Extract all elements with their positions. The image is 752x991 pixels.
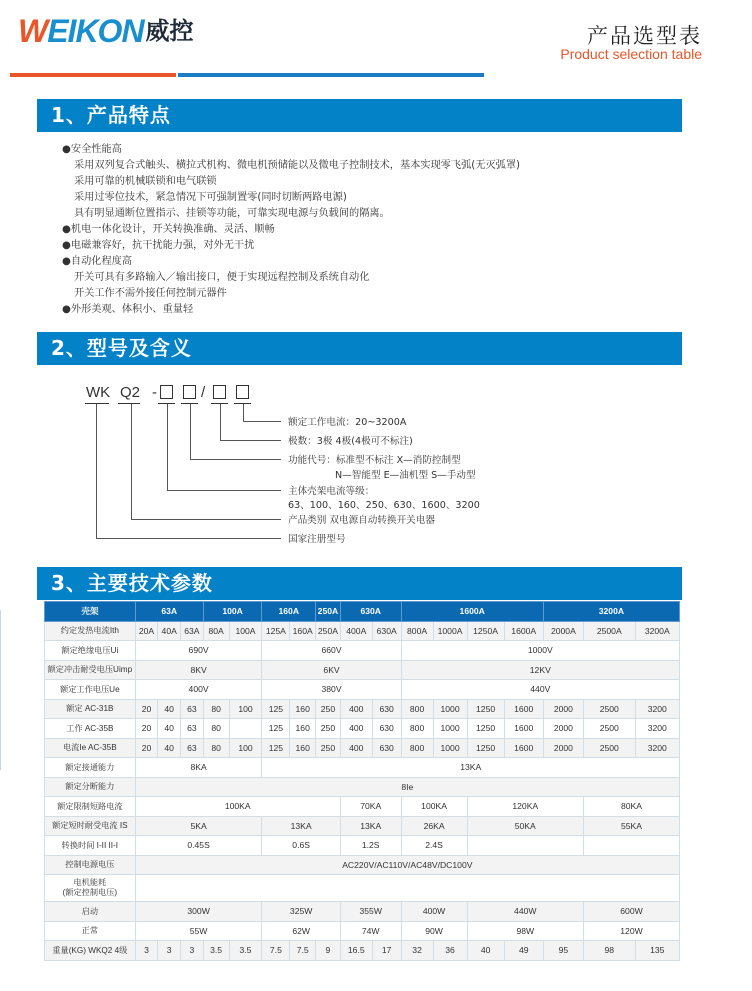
table-row — [45, 660, 680, 680]
table-cell: 3200 — [635, 699, 679, 719]
table-cell: 90W — [401, 921, 467, 941]
spec-table — [44, 601, 680, 961]
leader-line — [167, 490, 281, 491]
table-row — [45, 738, 680, 758]
weikon-logo — [18, 13, 194, 49]
table-cell: 100 — [229, 738, 262, 758]
row-label-line: (额定控制电压) — [62, 888, 118, 897]
table-cell: 3 — [181, 941, 204, 961]
table-cell: 250 — [316, 699, 341, 719]
leader-line — [243, 421, 281, 422]
table-cell: 3.5 — [229, 941, 262, 961]
row-label: 额定限制短路电流 — [45, 797, 136, 817]
table-cell: 40 — [467, 941, 504, 961]
table-cell: 3 — [135, 941, 158, 961]
table-row — [45, 921, 680, 941]
table-cell: 8KV — [135, 660, 262, 680]
table-cell — [467, 836, 583, 856]
table-cell: 5KA — [135, 816, 262, 836]
table-cell: 13KA — [262, 758, 680, 778]
table-cell: 20A — [135, 621, 158, 641]
table-cell: 8KA — [135, 758, 262, 778]
desc-frame-values: 63、100、160、250、630、1600、3200 — [288, 500, 480, 511]
table-cell: 40 — [158, 719, 181, 739]
table-cell: 125 — [262, 738, 290, 758]
table-cell: 80KA — [584, 797, 680, 817]
table-cell: 400 — [340, 738, 372, 758]
table-cell: 40 — [158, 738, 181, 758]
table-cell: 400 — [340, 719, 372, 739]
leader-line — [220, 404, 221, 440]
table-cell: 355W — [340, 902, 401, 922]
model-box-poles — [213, 385, 226, 399]
desc-frame: 主体壳架电流等级： — [288, 486, 375, 497]
leader-line — [243, 404, 244, 421]
leader-line — [190, 459, 281, 460]
table-cell: 20 — [135, 738, 158, 758]
table-cell: 0.6S — [262, 836, 340, 856]
table-header-row — [45, 602, 680, 622]
table-row — [45, 836, 680, 856]
row-label: 工作 AC-35B — [45, 719, 136, 739]
header-cell: 63A — [135, 602, 203, 622]
table-cell: 6KV — [262, 660, 401, 680]
logo-chinese: 威控 — [145, 17, 194, 45]
logo-wordmark: WEIKON — [18, 13, 144, 49]
table-row — [45, 758, 680, 778]
table-cell: 63 — [181, 738, 204, 758]
table-cell: 1250 — [467, 699, 504, 719]
table-cell: 125 — [262, 719, 290, 739]
header-cell: 100A — [203, 602, 262, 622]
table-cell: 80A — [203, 621, 229, 641]
table-cell: 120W — [584, 921, 680, 941]
table-cell: 100KA — [135, 797, 340, 817]
table-cell: 2000A — [543, 621, 583, 641]
table-cell: 9 — [316, 941, 341, 961]
table-row — [45, 777, 680, 797]
table-cell: 17 — [372, 941, 401, 961]
model-code-slash: / — [201, 384, 206, 401]
table-cell: 630 — [372, 719, 401, 739]
table-cell: 2500 — [584, 699, 636, 719]
row-label: 重量(KG) WKQ2 4级 — [45, 941, 136, 961]
table-cell: 120KA — [467, 797, 583, 817]
feature-item: ●机电一体化设计，开关转换准确、灵活、顺畅 — [62, 224, 275, 235]
table-cell: 1000 — [433, 738, 467, 758]
leader-line — [131, 404, 132, 519]
table-cell: 250 — [316, 719, 341, 739]
table-cell: 3200 — [635, 719, 679, 739]
table-cell: 74W — [340, 921, 401, 941]
leader-line — [190, 404, 191, 459]
row-label: 额定工作电压Ue — [45, 680, 136, 700]
row-label: 正常 — [45, 921, 136, 941]
leader-line — [167, 404, 168, 490]
table-cell: 26KA — [401, 816, 467, 836]
row-label: 额定绝缘电压Ui — [45, 641, 136, 661]
table-cell: 70KA — [340, 797, 401, 817]
desc-function-2: N—智能型 E—油机型 S—手动型 — [335, 470, 476, 481]
table-row — [45, 816, 680, 836]
table-cell: 800 — [401, 719, 433, 739]
table-cell: 16.5 — [340, 941, 372, 961]
table-cell: 98W — [467, 921, 583, 941]
table-cell: 160 — [290, 738, 316, 758]
table-cell: 1250A — [467, 621, 504, 641]
underline — [118, 403, 140, 404]
table-cell: 2500 — [584, 719, 636, 739]
table-cell: 40 — [158, 699, 181, 719]
table-cell: 440W — [467, 902, 583, 922]
table-cell: 2000 — [543, 738, 583, 758]
desc-category: 产品类别 双电源自动转换开关电器 — [288, 515, 435, 526]
table-cell: 32 — [401, 941, 433, 961]
table-cell: 63A — [181, 621, 204, 641]
table-cell: 40A — [158, 621, 181, 641]
header-cell: 160A — [262, 602, 316, 622]
model-code-dash: - — [152, 384, 157, 401]
table-cell: 2.4S — [401, 836, 467, 856]
table-cell: 100 — [229, 699, 262, 719]
table-cell: 1600 — [504, 738, 543, 758]
table-cell: 80 — [203, 699, 229, 719]
table-cell: 13KA — [340, 816, 401, 836]
desc-function: 功能代号：标准型不标注 X—消防控制型 — [288, 455, 461, 466]
row-label: 额定短时耐受电流 IS — [45, 816, 136, 836]
table-cell: 50KA — [467, 816, 583, 836]
table-cell: 12KV — [401, 660, 679, 680]
table-cell: 80 — [203, 738, 229, 758]
table-cell: 800 — [401, 738, 433, 758]
row-label: 约定发热电流Ith — [45, 621, 136, 641]
table-row — [45, 902, 680, 922]
table-cell: 440V — [401, 680, 679, 700]
row-label: 转换时间 I-II II-I — [45, 836, 136, 856]
table-cell: 13KA — [262, 816, 340, 836]
desc-national-model: 国家注册型号 — [288, 534, 346, 545]
header-cell: 3200A — [543, 602, 679, 622]
table-cell: 250A — [316, 621, 341, 641]
table-cell: 160A — [290, 621, 316, 641]
model-code-wk: WK — [86, 384, 111, 401]
table-cell: 1000V — [401, 641, 679, 661]
table-cell: 7.5 — [290, 941, 316, 961]
table-cell: 400A — [340, 621, 372, 641]
table-cell: 3200 — [635, 738, 679, 758]
table-row — [45, 719, 680, 739]
table-cell: 1600 — [504, 719, 543, 739]
model-box-frame — [160, 385, 173, 399]
table-cell: 55KA — [584, 816, 680, 836]
row-label: 额定接通能力 — [45, 758, 136, 778]
page-title-cn: 产品选型表 — [587, 24, 702, 48]
table-cell: AC220V/AC110V/AC48V/DC100V — [135, 855, 679, 875]
table-cell: 20 — [135, 699, 158, 719]
header-cell: 1600A — [401, 602, 543, 622]
table-cell: 2500A — [584, 621, 636, 641]
table-cell: 400 — [340, 699, 372, 719]
table-cell: 250 — [316, 738, 341, 758]
header-cell: 630A — [340, 602, 401, 622]
model-code-diagram — [60, 370, 520, 550]
table-cell: 63 — [181, 699, 204, 719]
table-cell: 80 — [203, 719, 229, 739]
feature-subitem: 采用可靠的机械联锁和电气联锁 — [74, 176, 217, 187]
table-cell: 800A — [401, 621, 433, 641]
feature-item: ●自动化程度高 — [62, 256, 133, 267]
table-cell: 95 — [543, 941, 583, 961]
table-cell: 160 — [290, 699, 316, 719]
feature-subitem: 开关可具有多路输入／输出接口，便于实现远程控制及系统自动化 — [74, 272, 370, 283]
table-cell: 63 — [181, 719, 204, 739]
table-cell: 3 — [158, 941, 181, 961]
table-row — [45, 680, 680, 700]
page-edge-line — [0, 610, 1, 770]
header-cell: 壳架 — [45, 602, 136, 622]
table-cell: 1.2S — [340, 836, 401, 856]
feature-subitem: 开关工作不需外接任何控制元器件 — [74, 288, 227, 299]
table-cell: 98 — [584, 941, 636, 961]
table-cell: 1250 — [467, 738, 504, 758]
table-cell: 62W — [262, 921, 340, 941]
section-title-model: 2、型号及含义 — [37, 332, 682, 365]
leader-line — [220, 440, 281, 441]
table-cell: 36 — [433, 941, 467, 961]
feature-subitem: 采用双列复合式触头、横拉式机构、微电机预储能以及微电子控制技术，基本实现零飞弧(无灭弧罩) — [74, 160, 521, 171]
row-label: 控制电源电压 — [45, 855, 136, 875]
table-cell: 1250 — [467, 719, 504, 739]
table-row — [45, 797, 680, 817]
table-cell: 55W — [135, 921, 262, 941]
table-cell: 49 — [504, 941, 543, 961]
table-cell: 600W — [584, 902, 680, 922]
table-cell — [229, 719, 262, 739]
model-box-current — [236, 385, 249, 399]
table-cell: 3200A — [635, 621, 679, 641]
table-cell: 380V — [262, 680, 401, 700]
table-cell: 690V — [135, 641, 262, 661]
table-cell: 1000 — [433, 719, 467, 739]
feature-item: ●安全性能高 — [62, 144, 122, 155]
table-cell: 125A — [262, 621, 290, 641]
table-cell: 400W — [401, 902, 467, 922]
table-cell: 160 — [290, 719, 316, 739]
section-title-specs: 3、主要技术参数 — [37, 567, 682, 600]
table-cell — [135, 875, 679, 902]
feature-subitem: 具有明显通断位置指示、挂锁等功能，可靠实现电源与负载间的隔离。 — [74, 208, 390, 219]
table-cell: 630 — [372, 738, 401, 758]
table-cell: 100A — [229, 621, 262, 641]
feature-subitem: 采用过零位技术，紧急情况下可强制置零(同时切断两路电源) — [74, 192, 347, 203]
leader-line — [96, 404, 97, 538]
row-label — [45, 875, 136, 902]
row-label: 启动 — [45, 902, 136, 922]
table-cell: 100KA — [401, 797, 467, 817]
table-cell: 0.45S — [135, 836, 262, 856]
table-cell: 2500 — [584, 738, 636, 758]
desc-rated-current: 额定工作电流：20~3200A — [288, 417, 407, 428]
table-row — [45, 699, 680, 719]
table-row — [45, 641, 680, 661]
leader-line — [131, 519, 281, 520]
table-cell: 1000A — [433, 621, 467, 641]
table-cell: 3.5 — [203, 941, 229, 961]
table-cell: 1600 — [504, 699, 543, 719]
table-row — [45, 875, 680, 902]
table-cell: 2000 — [543, 719, 583, 739]
model-code-q2: Q2 — [120, 384, 141, 401]
table-cell: 300W — [135, 902, 262, 922]
table-cell: 660V — [262, 641, 401, 661]
table-cell: 325W — [262, 902, 340, 922]
underline — [85, 403, 109, 404]
row-label-line: 电机能耗 — [73, 878, 107, 887]
table-cell: 1000 — [433, 699, 467, 719]
table-cell: 2000 — [543, 699, 583, 719]
table-cell: 135 — [635, 941, 679, 961]
table-cell: 125 — [262, 699, 290, 719]
leader-line — [96, 538, 281, 539]
header-divider-orange — [10, 73, 176, 77]
header-cell: 250A — [316, 602, 341, 622]
feature-item: ●外形美观、体积小、重量轻 — [62, 304, 194, 315]
table-cell: 800 — [401, 699, 433, 719]
table-cell: 7.5 — [262, 941, 290, 961]
row-label: 电流Ie AC-35B — [45, 738, 136, 758]
page-title-en: Product selection table — [560, 46, 702, 62]
table-cell: 630 — [372, 699, 401, 719]
row-label: 额定 AC-31B — [45, 699, 136, 719]
row-label: 额定冲击耐受电压Uimp — [45, 660, 136, 680]
header-divider-blue — [178, 73, 484, 77]
model-box-function — [183, 385, 196, 399]
table-row — [45, 941, 680, 961]
feature-list — [62, 142, 520, 318]
row-label: 额定分断能力 — [45, 777, 136, 797]
table-row — [45, 621, 680, 641]
table-cell — [584, 836, 680, 856]
table-row — [45, 855, 680, 875]
table-cell: 20 — [135, 719, 158, 739]
section-title-features: 1、产品特点 — [37, 99, 682, 132]
feature-item: ●电磁兼容好，抗干扰能力强，对外无干扰 — [62, 240, 255, 251]
desc-poles: 极数：3极 4极(4极可不标注) — [288, 436, 413, 447]
table-cell: 630A — [372, 621, 401, 641]
table-cell: 1600A — [504, 621, 543, 641]
table-cell: 8Ie — [135, 777, 679, 797]
table-cell: 400V — [135, 680, 262, 700]
